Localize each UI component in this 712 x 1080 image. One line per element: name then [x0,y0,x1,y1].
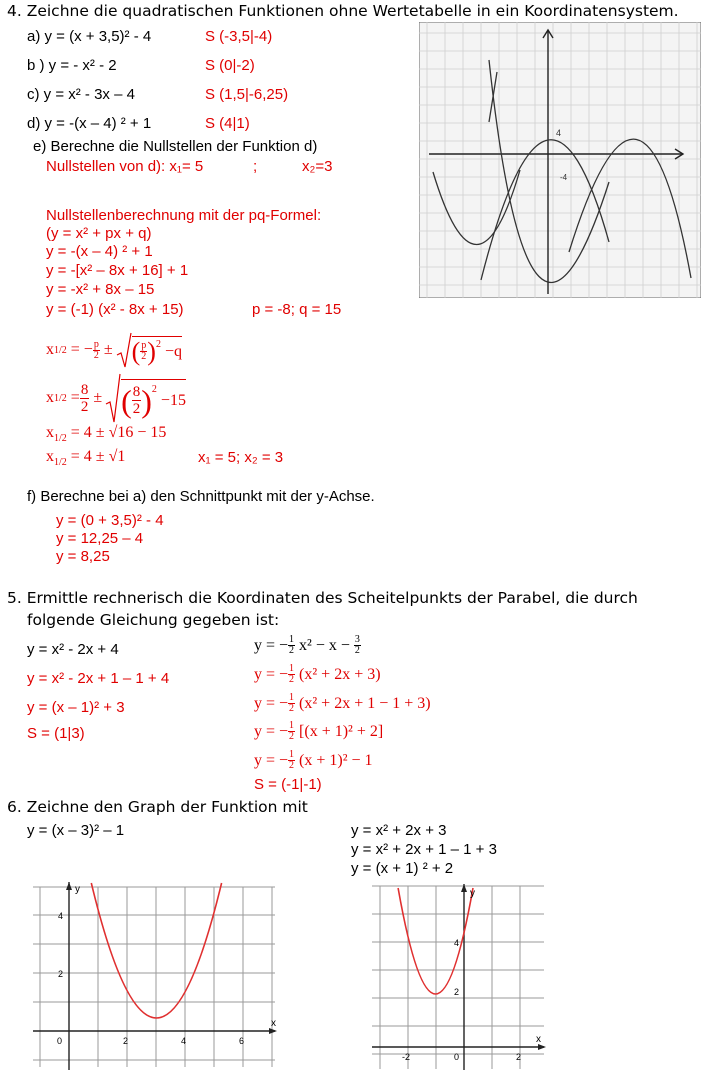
task4-item-b: b ) y = - x² - 2 [27,57,117,74]
pq-formula-step4: $x_{1/2} = 4 \pm √1$ [46,448,126,469]
task4-vertex-c: S (1,5|-6,25) [205,86,289,103]
graph-left-tick-2: 2 [123,1036,129,1046]
pq-formula-general: x 1/2 = − $\frac{p}{2}$ ± ( $\frac{p}{2}$ ) $^2$ − q [46,330,182,370]
task5-right-5: y = − $\frac{1}{2}$ (x + 1)² − 1 [254,749,373,771]
graph-frame [419,22,701,298]
task4-vertex-d: S (4|1) [205,115,250,132]
roots-x2: x₂=3 [302,158,333,175]
roots-label: Nullstellen von d): x₁= 5 [46,158,204,175]
pq-results: x₁ = 5; x₂ = 3 [198,449,284,466]
task4-f-label: f) Berechne bei a) den Schnittpunkt mit der y-Achse. [27,488,375,505]
task4-e-label: e) Berechne die Nullstellen der Funktion d) [33,138,318,155]
task4-vertex-a: S (-3,5|-4) [205,28,273,45]
pq-line-4: y = -x² + 8x – 15 [46,281,155,298]
graph-right [370,884,546,1074]
task5-right-1: y = − $\frac{1}{2}$ x² − x − $\frac{3}{2}$ [254,634,360,656]
graph-left-y-arrow [66,882,72,890]
graph-left-x-label: x [271,1018,276,1029]
graph-right-tick-y2: 2 [454,987,460,997]
task4-item-a: a) y = (x + 3,5)² - 4 [27,28,152,45]
f-line-3: y = 8,25 [56,548,110,565]
graph-left-y-label: y [75,884,80,895]
graph-right-x-label: x [536,1034,541,1045]
graph-left-tick-4: 4 [181,1036,187,1046]
pq-line-3: y = -[x² – 8x + 16] + 1 [46,262,189,279]
task6-heading: 6. Zeichne den Graph der Funktion mit [7,798,308,816]
graph-left-tick-6: 6 [239,1036,245,1046]
graph-label-minus4: -4 [560,173,568,182]
graph-right-y-arrow [461,884,467,892]
graph-left [25,880,277,1070]
task4-item-d: d) y = -(x – 4) ² + 1 [27,115,152,132]
task5-left-2: y = x² - 2x + 1 – 1 + 4 [27,670,170,687]
graph-left-tick-y4: 4 [58,911,64,921]
pq-line-2: y = -(x – 4) ² + 1 [46,243,153,260]
task5-right-result: S = (-1|-1) [254,776,322,793]
task4-item-c: c) y = x² - 3x – 4 [27,86,135,103]
f-line-1: y = (0 + 3,5)² - 4 [56,512,164,529]
pq-title: Nullstellenberechnung mit der pq-Formel: [46,207,322,224]
pq-line-5: y = (-1) (x² - 8x + 15) [46,301,184,318]
graph-right-tick-y4: 4 [454,938,460,948]
task5-right-4: y = − $\frac{1}{2}$ [(x + 1)² + 2] [254,720,384,742]
task6-right-1: y = x² + 2x + 3 [351,822,447,839]
graph-right-tick-0: 0 [454,1052,460,1062]
pq-formula-step3: $x_{1/2} = 4 \pm √16 - 15$ [46,424,167,445]
task5-left-3: y = (x – 1)² + 3 [27,699,125,716]
task5-heading-2: folgende Gleichung gegeben ist: [27,611,280,629]
graph-right-y-label: y [470,888,475,899]
roots-separator: ; [253,158,258,175]
task5-left-1: y = x² - 2x + 4 [27,641,119,658]
pq-values: p = -8; q = 15 [252,301,342,318]
task5-right-3: y = − $\frac{1}{2}$ (x² + 2x + 1 − 1 + 3) [254,692,431,714]
graph-left-tick-y2: 2 [58,969,64,979]
graph-right-grid [372,886,544,1069]
graph-label-4: 4 [556,128,562,138]
handdrawn-graph [419,22,701,298]
f-line-2: y = 12,25 – 4 [56,530,144,547]
task6-left-eq: y = (x – 3)² – 1 [27,822,125,839]
graph-right-tick-m2: -2 [402,1052,411,1062]
graph-left-tick-0: 0 [57,1036,63,1046]
graph-right-tick-2: 2 [516,1052,522,1062]
pq-line-1: (y = x² + px + q) [46,225,152,242]
task6-right-3: y = (x + 1) ² + 2 [351,860,454,877]
task5-heading-1: 5. Ermittle rechnerisch die Koordinaten des Scheitelpunkts der Parabel, die durch [7,589,638,607]
task5-left-4: S = (1|3) [27,725,85,742]
task6-right-2: y = x² + 2x + 1 – 1 + 3 [351,841,497,858]
pq-formula-values: x 1/2 = $\frac{8}{2}$ ± ( $\frac{8}{2}$ ) $^2$ − 15 [46,372,186,424]
task5-right-2: y = − $\frac{1}{2}$ (x² + 2x + 3) [254,663,381,685]
task4-vertex-b: S (0|-2) [205,57,255,74]
task4-heading: 4. Zeichne die quadratischen Funktionen ohne Wertetabelle in ein Koordinatensystem. [7,2,679,20]
